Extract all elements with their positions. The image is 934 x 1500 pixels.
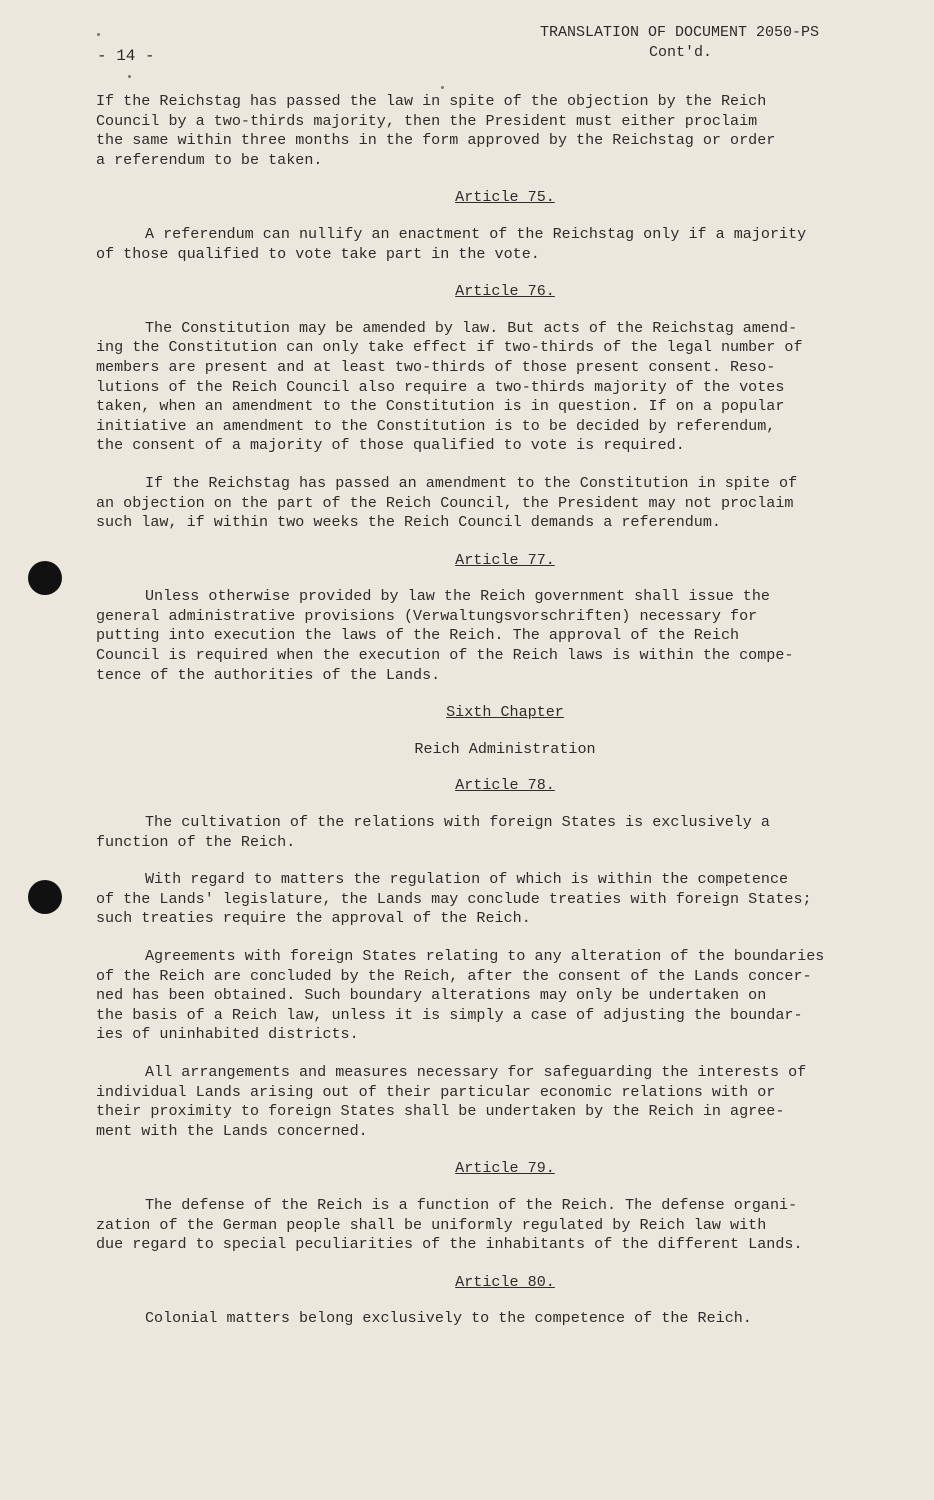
punch-hole — [28, 561, 62, 595]
paragraph: The defense of the Reich is a function of the Reich. The defense organi- zation of the German people shall be uniformly regulated by Reich law with due regard to special peculiarities of the inhabitants of the different Lands. — [96, 1195, 803, 1254]
paragraph: With regard to matters the regulation of which is within the competence of the Lands' legislature, the Lands may conclude treaties with foreign States; such treaties require the approval of the Reich. — [96, 870, 812, 928]
paragraph: The Constitution may be amended by law. But acts of the Reichstag amend- ing the Constitution can only take effect if two-thirds of the legal number of members are present and at least two-thirds of those present consent. Reso- lutions of the Reich Council also require a two-thirds majority of the votes taken, when an amendment to the Constitution is in question. If on a popular initiative an amendment to the Constitution is to be decided by referendum, the consent of a majority of those qualified to vote is required. — [96, 318, 803, 455]
article-heading: Article 77. — [455, 550, 555, 569]
paragraph: Unless otherwise provided by law the Reich government shall issue the general administrative provisions (Verwaltungsvorschriften) necessary for putting into execution the laws of the Reich. The approval of the Reich Council is required when the execution of the Reich laws is within the compe- tence of the authorities of the Lands. — [96, 587, 794, 684]
paper-speck — [97, 33, 100, 36]
document-continued: Cont'd. — [649, 44, 713, 61]
document-title: TRANSLATION OF DOCUMENT 2050-PS — [540, 24, 820, 41]
page-number: - 14 - — [97, 47, 155, 65]
paragraph: A referendum can nullify an enactment of the Reichstag only if a majority of those qualified to vote take part in the vote. — [96, 224, 807, 263]
chapter-heading: Sixth Chapter — [446, 703, 564, 722]
paragraph: The cultivation of the relations with foreign States is exclusively a function of the Reich. — [96, 813, 770, 851]
paper-speck — [128, 75, 131, 78]
article-heading: Article 78. — [455, 776, 555, 795]
paragraph: All arrangements and measures necessary for safeguarding the interests of individual Lands arising out of their particular economic relations with or their proximity to foreign States shall be undertaken by the Reich in agree- ment with the Lands concerned. — [96, 1062, 807, 1140]
article-heading: Article 75. — [455, 188, 555, 207]
punch-hole — [28, 880, 62, 914]
article-heading: Article 76. — [455, 282, 555, 301]
chapter-title: Reich Administration — [414, 739, 596, 758]
paragraph: Colonial matters belong exclusively to the competence of the Reich. — [145, 1309, 752, 1328]
paragraph: If the Reichstag has passed the law in spite of the objection by the Reich Council by a two-thirds majority, then the President must either proclaim the same within three months in the form approved by the Reichstag or order a referendum to be taken. — [96, 92, 776, 169]
document-body — [96, 92, 872, 1347]
paragraph: Agreements with foreign States relating to any alteration of the boundaries of the Reich are concluded by the Reich, after the consent of the Lands concer- ned has been obtained. Such boundary alterations may only be undertaken on the basis of a Reich law, unless it is simply a case of adjusting the boundar- ies of uninhabited districts. — [96, 947, 825, 1044]
paper-speck — [441, 86, 444, 89]
article-heading: Article 79. — [455, 1159, 555, 1178]
article-heading: Article 80. — [455, 1272, 555, 1291]
paragraph: If the Reichstag has passed an amendment to the Constitution in spite of an objection on the part of the Reich Council, the President may not proclaim such law, if within two weeks the Reich Council demands a referendum. — [96, 473, 798, 532]
